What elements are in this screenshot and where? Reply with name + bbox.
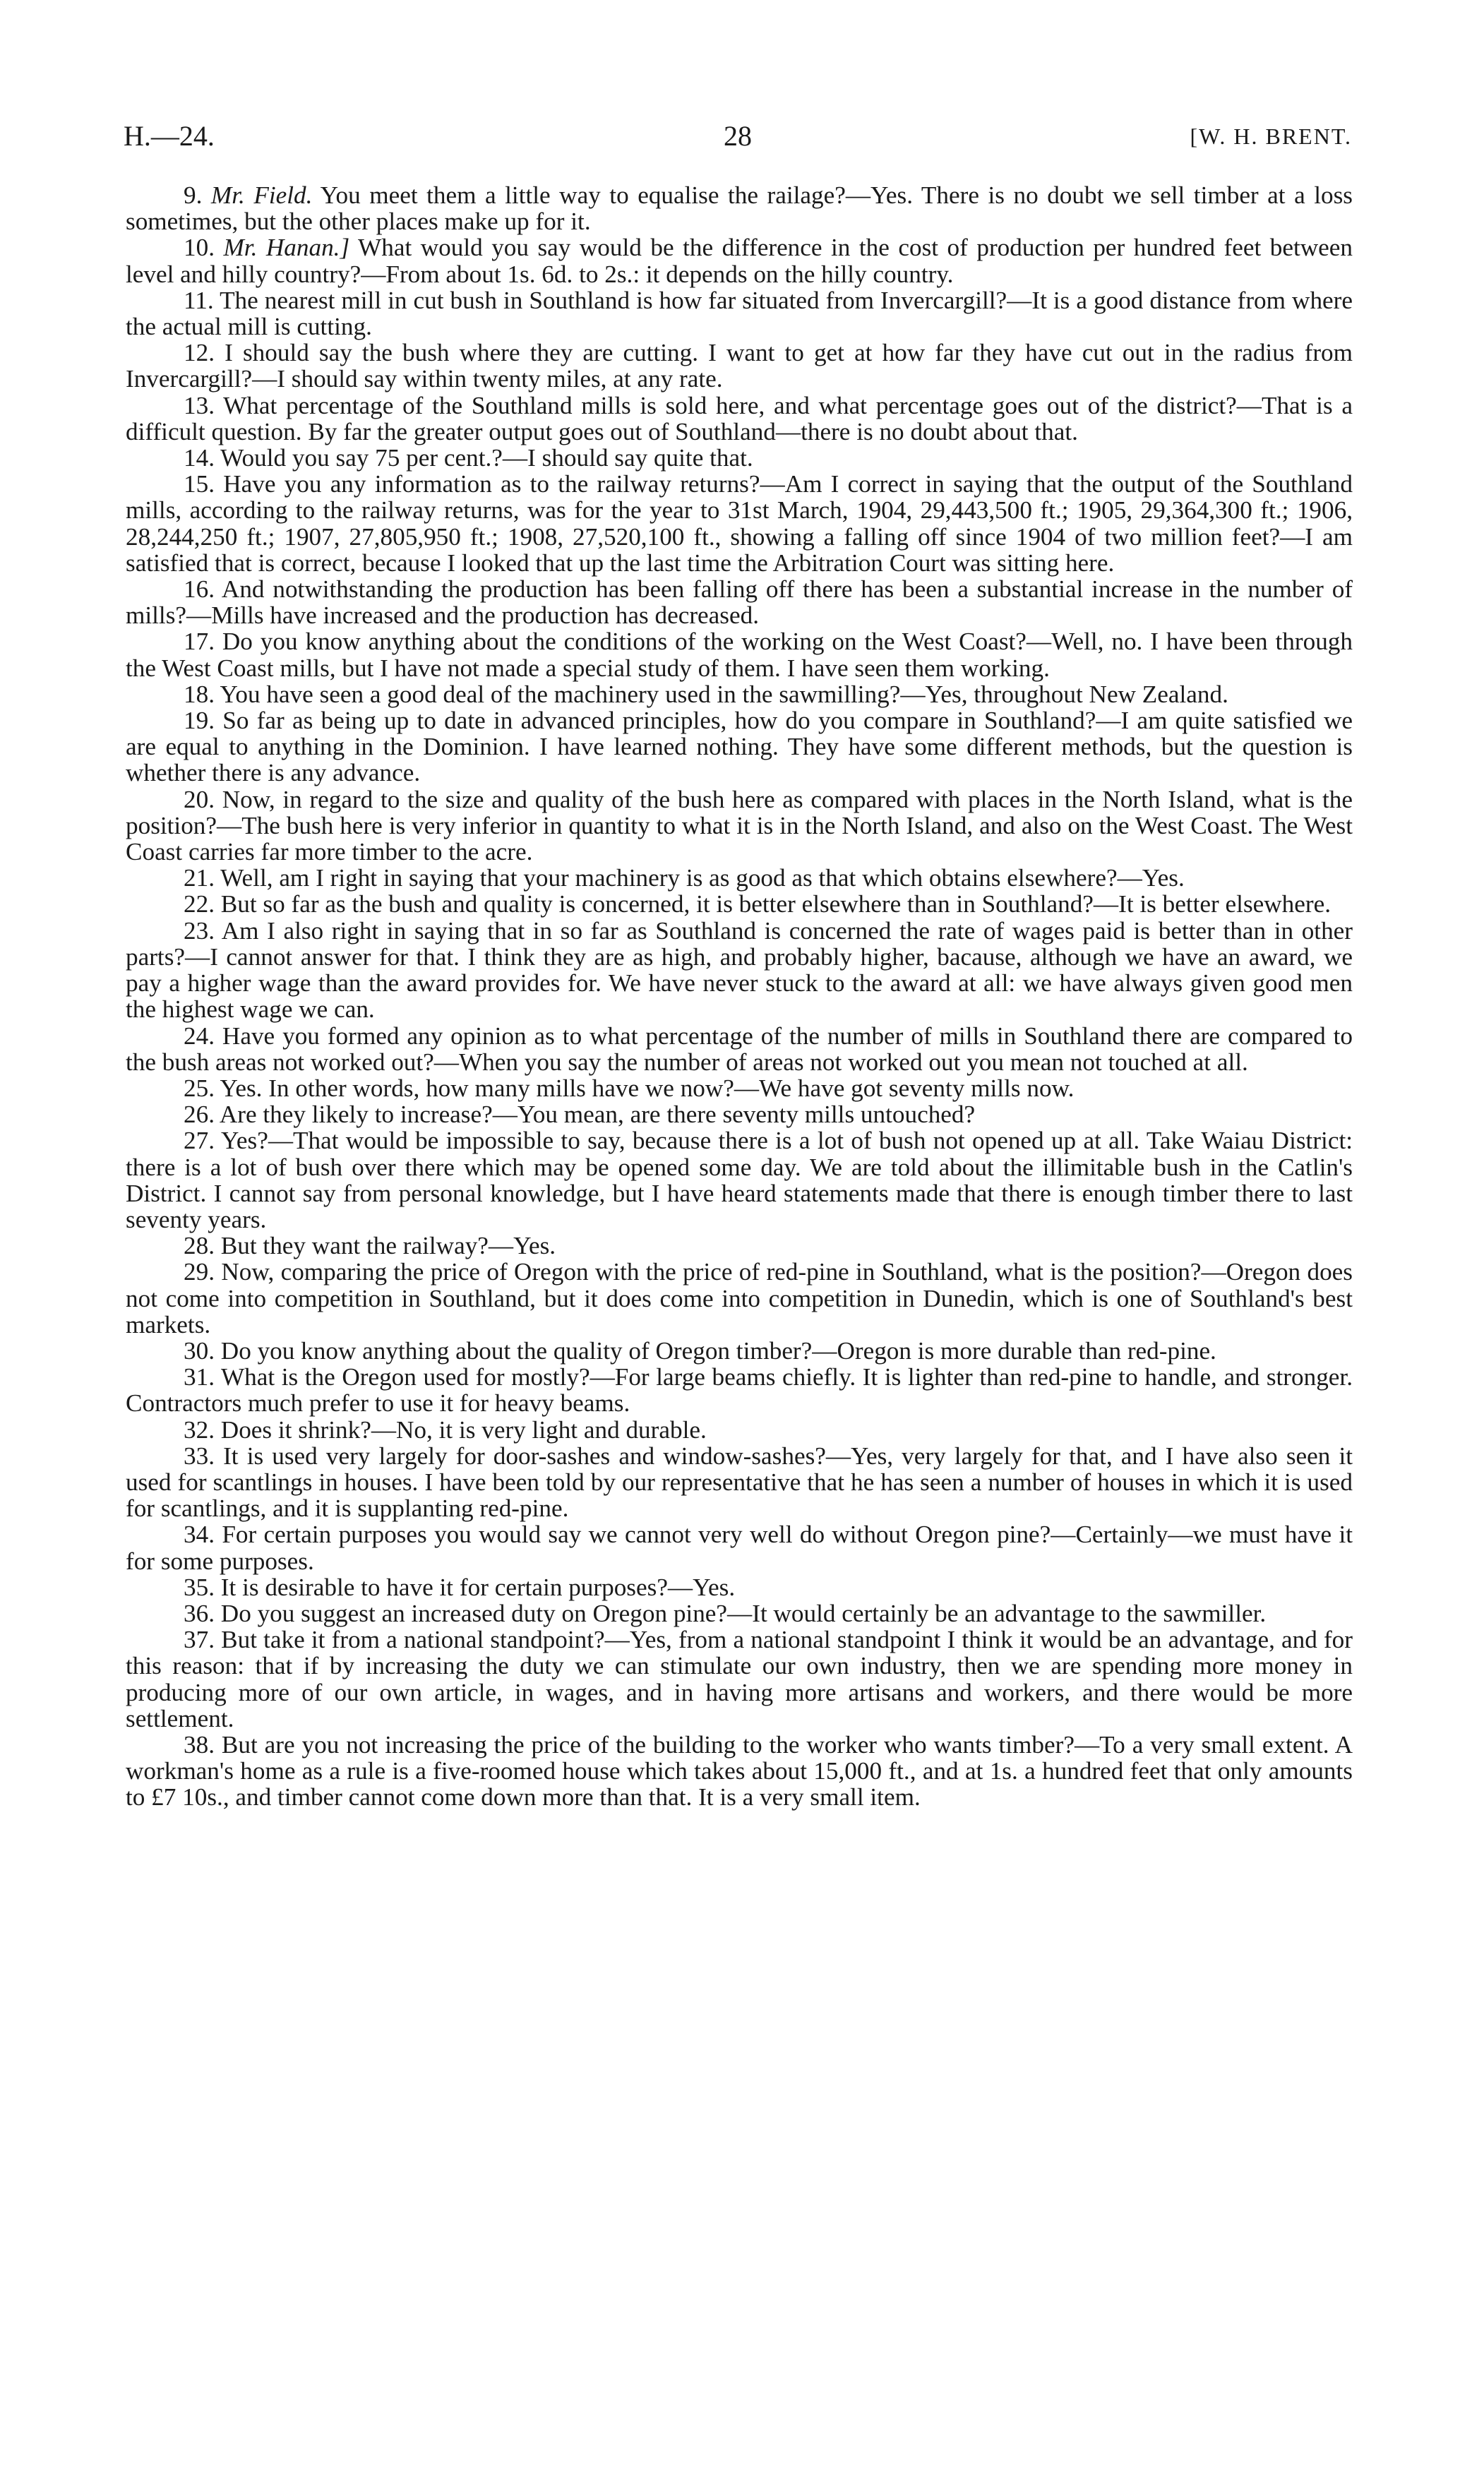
question-answer-text: And notwithstanding the production has been falling off there has been a substantial increase in the number of mills?—Mills have increased and the production has decreased.	[126, 575, 1353, 630]
question-paragraph	[126, 1627, 1353, 1732]
question-answer-text: But so far as the bush and quality is concerned, it is better elsewhere than in Southland?—It is better elsewhere.	[220, 890, 1332, 918]
question-number: 32.	[184, 1415, 215, 1444]
question-number: 24.	[184, 1022, 215, 1050]
question-answer-text: The nearest mill in cut bush in Southland is how far situated from Invercargill?—It is a good distance from where the actual mill is cutting.	[126, 286, 1353, 341]
question-paragraph	[126, 182, 1353, 234]
question-number: 15.	[184, 470, 215, 498]
question-answer-text: Would you say 75 per cent.?—I should say quite that.	[220, 444, 753, 472]
question-paragraph	[126, 287, 1353, 340]
question-number: 36.	[184, 1599, 215, 1627]
question-paragraph	[126, 1521, 1353, 1574]
question-number: 33.	[184, 1442, 215, 1470]
question-paragraph	[126, 1732, 1353, 1811]
question-paragraph	[126, 1023, 1353, 1075]
question-answer-text: Are they likely to increase?—You mean, are there seventy mills untouched?	[219, 1101, 976, 1129]
question-paragraph	[126, 1075, 1353, 1101]
question-answer-text: Have you any information as to the railway returns?—Am I correct in saying that the output of the Southland mills, according to the railway returns, was for the year to 31st March, 1904, 29,443,500 ft.; 1905, 29,364,300 ft.; 1906, 28,244,250 ft.; 1907, 27,805,950 ft.; 1908, 27,520,100 ft., showing a falling off since 1904 of two million feet?—I am satisfied that is correct, because I looked that up the last time the Arbitration Court was sitting here.	[126, 470, 1353, 577]
question-answer-text: It is used very largely for door-sashes and window-sashes?—Yes, very largely for that, and I have also seen it used for scantlings in houses. I have been told by our representative that he has seen a number of houses in which it is used for scantlings, and it is supplanting red-pine.	[126, 1442, 1353, 1523]
question-number: 19.	[184, 707, 215, 735]
question-number: 23.	[184, 916, 215, 945]
question-answer-text: What percentage of the Southland mills is sold here, and what percentage goes out of the district?—That is a difficult question. By far the greater output goes out of Southland—there is no doubt about that.	[126, 391, 1353, 445]
question-paragraph	[126, 1127, 1353, 1233]
question-number: 16.	[184, 575, 215, 604]
question-number: 22.	[184, 890, 215, 918]
question-answer-text: But are you not increasing the price of the building to the worker who wants timber?—To a very small extent. A workman's home as a rule is a five-roomed house which takes about 15,000 ft., and at 1s. a hundred feet that only amounts to £7 10s., and timber cannot come down more than that. It is a very small item.	[126, 1730, 1353, 1811]
question-number: 37.	[184, 1626, 215, 1654]
question-number: 25.	[184, 1074, 215, 1102]
question-paragraph	[126, 1338, 1353, 1364]
question-answer-text: Do you know anything about the conditions of the working on the West Coast?—Well, no. I have been through the West Coast mills, but I have not made a special study of them. I have seen them working.	[126, 628, 1353, 682]
question-paragraph	[126, 865, 1353, 891]
question-number: 30.	[184, 1336, 215, 1365]
question-answer-text: Now, in regard to the size and quality of the bush here as compared with places in the North Island, what is the position?—The bush here is very inferior in quantity to what it is in the North Island, and also on the West Coast. The West Coast carries far more timber to the acre.	[126, 785, 1353, 866]
question-number: 17.	[184, 628, 215, 656]
question-answer-text: What is the Oregon used for mostly?—For large beams chiefly. It is lighter than red-pine to handle, and stronger. Contractors much prefer to use it for heavy beams.	[126, 1363, 1353, 1418]
question-number: 12.	[184, 339, 215, 367]
question-answer-text: Does it shrink?—No, it is very light and durable.	[220, 1415, 707, 1444]
speaker-name: Mr. Field.	[210, 181, 313, 209]
question-number: 18.	[184, 680, 215, 708]
question-paragraph	[126, 891, 1353, 917]
question-number: 29.	[184, 1258, 215, 1286]
document-reference: H.—24.	[124, 120, 215, 152]
question-number: 31.	[184, 1363, 215, 1391]
question-paragraph	[126, 1574, 1353, 1600]
question-paragraph	[126, 1417, 1353, 1443]
question-paragraph	[126, 1233, 1353, 1259]
question-answer-text: Do you know anything about the quality of Oregon timber?—Oregon is more durable than red-pine.	[220, 1336, 1216, 1365]
question-paragraph	[126, 445, 1353, 471]
question-paragraph	[126, 234, 1353, 287]
question-number: 35.	[184, 1573, 215, 1601]
question-number: 28.	[184, 1232, 215, 1260]
question-answer-text: But they want the railway?—Yes.	[220, 1232, 556, 1260]
page-number: 28	[724, 120, 752, 152]
question-answer-text: It is desirable to have it for certain purposes?—Yes.	[220, 1573, 736, 1601]
question-paragraph	[126, 918, 1353, 1023]
question-paragraph	[126, 1600, 1353, 1627]
question-number: 27.	[184, 1127, 215, 1155]
question-paragraph	[126, 1443, 1353, 1522]
testimony-body	[126, 182, 1353, 1811]
question-paragraph	[126, 707, 1353, 786]
question-answer-text: Am I also right in saying that in so far as Southland is concerned the rate of wages paid is better than in other parts?—I cannot answer for that. I think they are as high, and probably higher, bacause, although we have an award, we pay a higher wage than the award provides for. We have never stuck to the award at all: we have always given good men the highest wage we can.	[126, 916, 1353, 1024]
question-paragraph	[126, 1364, 1353, 1416]
question-answer-text: Now, comparing the price of Oregon with the price of red-pine in Southland, what is the position?—Oregon does not come into competition in Southland, but it does come into competition in Dunedin, which is one of Southland's best markets.	[126, 1258, 1353, 1338]
question-paragraph	[126, 628, 1353, 681]
question-number: 26.	[184, 1101, 215, 1129]
question-paragraph	[126, 681, 1353, 707]
question-number: 20.	[184, 785, 215, 813]
question-answer-text: Well, am I right in saying that your machinery is as good as that which obtains elsewhere?—Yes.	[220, 864, 1185, 892]
question-answer-text: But take it from a national standpoint?—Yes, from a national standpoint I think it would be an advantage, and for this reason: that if by increasing the duty we can stimulate our own industry, then we are spending more money in producing more of our own article, in wages, and in having more artisans and workers, and there would be more settlement.	[126, 1626, 1353, 1732]
question-answer-text: You meet them a little way to equalise the railage?—Yes. There is no doubt we sell timber at a loss sometimes, but the other places make up for it.	[126, 181, 1353, 236]
question-answer-text: Yes?—That would be impossible to say, because there is a lot of bush not opened up at all. Take Waiau District: there is a lot of bush over there which may be opened some day. We are told about the illimitable bush in the Catlin's District. I cannot say from personal knowledge, but I have heard statements made that there is enough timber there to last seventy years.	[126, 1127, 1353, 1233]
question-paragraph	[126, 576, 1353, 628]
question-paragraph	[126, 1259, 1353, 1338]
question-answer-text: You have seen a good deal of the machinery used in the sawmilling?—Yes, throughout New Zealand.	[220, 680, 1228, 708]
question-number: 10.	[184, 234, 215, 262]
question-number: 14.	[184, 444, 215, 472]
question-answer-text: Have you formed any opinion as to what percentage of the number of mills in Southland there are compared to the bush areas not worked out?—When you say the number of areas not worked out you mean not touched at all.	[126, 1022, 1353, 1076]
question-answer-text: Yes. In other words, how many mills have we now?—We have got seventy mills now.	[220, 1074, 1075, 1102]
question-number: 34.	[184, 1521, 215, 1549]
question-paragraph	[126, 471, 1353, 576]
speaker-name: Mr. Hanan.]	[223, 234, 350, 262]
question-paragraph	[126, 1101, 1353, 1127]
question-answer-text: Do you suggest an increased duty on Oregon pine?—It would certainly be an advantage to the sawmiller.	[220, 1599, 1267, 1627]
question-paragraph	[126, 340, 1353, 392]
question-number: 11.	[184, 286, 214, 314]
witness-name: [W. H. BRENT.	[1190, 124, 1352, 149]
question-paragraph	[126, 786, 1353, 865]
question-number: 21.	[184, 864, 215, 892]
page-header	[124, 119, 1352, 154]
question-answer-text: So far as being up to date in advanced principles, how do you compare in Southland?—I am quite satisfied we are equal to anything in the Dominion. I have learned nothing. They have some different methods, but the question is whether there is any advance.	[126, 707, 1353, 787]
question-number: 38.	[184, 1730, 215, 1759]
question-answer-text: I should say the bush where they are cutting. I want to get at how far they have cut out in the radius from Invercargill?—I should say within twenty miles, at any rate.	[126, 339, 1353, 393]
question-number: 13.	[184, 391, 215, 419]
question-answer-text: For certain purposes you would say we cannot very well do without Oregon pine?—Certainly—we must have it for some purposes.	[126, 1521, 1353, 1575]
question-number: 9.	[184, 181, 203, 209]
question-answer-text: What would you say would be the difference in the cost of production per hundred feet between level and hilly country?—From about 1s. 6d. to 2s.: it depends on the hilly country.	[126, 234, 1353, 288]
question-paragraph	[126, 393, 1353, 445]
